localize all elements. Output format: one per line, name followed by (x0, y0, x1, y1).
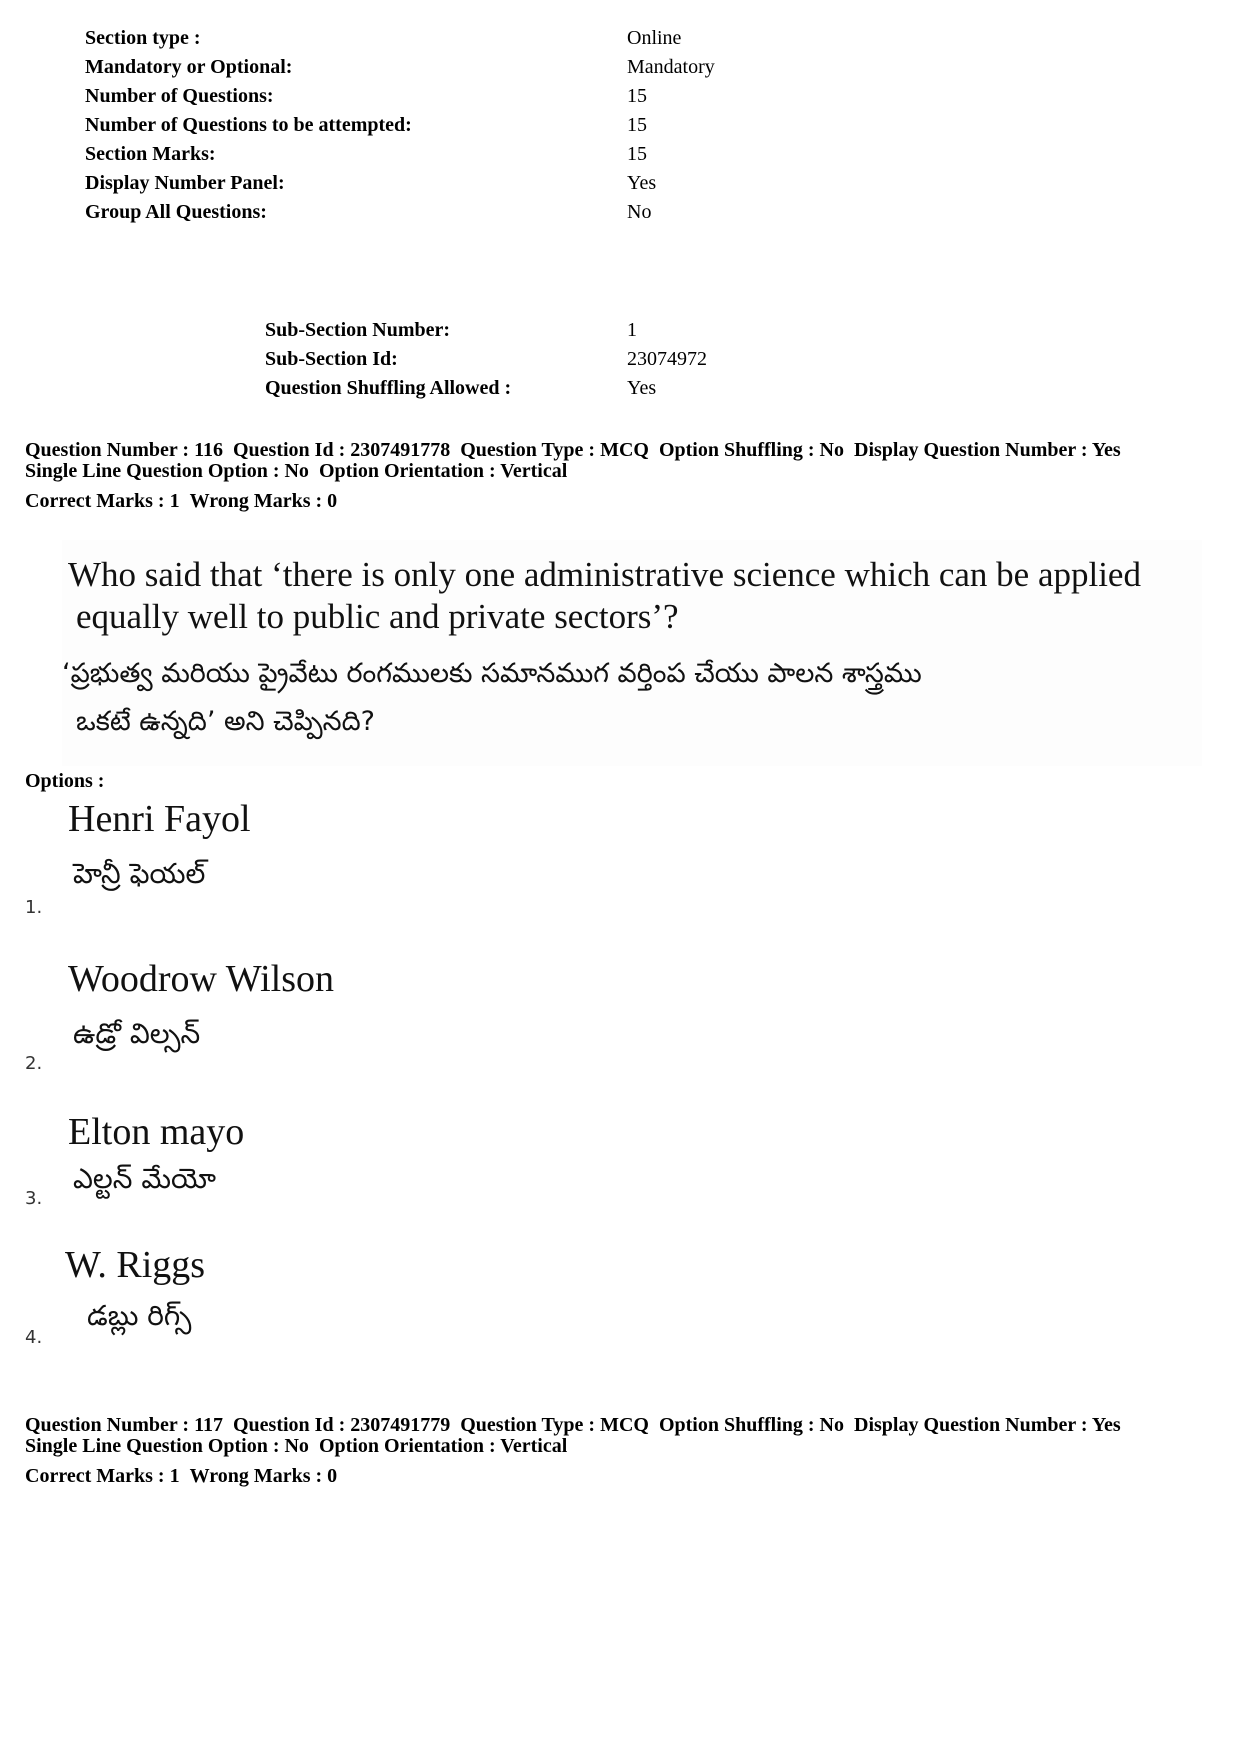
single-line-option: Single Line Question Option : No (25, 460, 309, 482)
question-116-marks (25, 490, 337, 513)
option-orientation: Option Orientation : Vertical (318, 460, 568, 482)
subsection-id-row (265, 345, 707, 374)
display-panel-label: Display Number Panel: (85, 172, 285, 194)
display-question-number: Display Question Number : Yes (854, 1414, 1121, 1436)
option-4 (25, 1243, 425, 1363)
question-text-image (62, 540, 1202, 766)
subsection-number-row (265, 316, 707, 345)
group-questions-label: Group All Questions: (85, 201, 267, 223)
question-116-meta-line-1 (25, 440, 1121, 461)
display-panel-row (85, 169, 715, 198)
section-marks-value: 15 (627, 143, 647, 165)
subsection-id-value: 23074972 (627, 348, 707, 370)
option-3-number: 3. (25, 1188, 43, 1209)
num-questions-row (85, 82, 715, 111)
group-questions-row (85, 198, 715, 227)
question-116-meta-line-2 (25, 461, 1121, 482)
option-4-english: W. Riggs (65, 1244, 206, 1286)
question-117-meta (25, 1415, 1121, 1457)
option-shuffling: Option Shuffling : No (658, 439, 845, 461)
option-3-english: Elton mayo (68, 1111, 245, 1153)
wrong-marks: Wrong Marks : 0 (189, 1465, 338, 1487)
section-type-row (85, 24, 715, 53)
question-type: Question Type : MCQ (460, 439, 649, 461)
option-2-number: 2. (25, 1053, 43, 1074)
question-text-english-line-1: Who said that ‘there is only one administrative science which can be applied (68, 555, 1141, 594)
question-117-meta-line-1 (25, 1415, 1121, 1436)
option-2 (25, 957, 425, 1077)
option-1-telugu: హెన్రీ ఫెయల్ (73, 857, 206, 890)
question-117-marks (25, 1465, 337, 1488)
correct-marks: Correct Marks : 1 (25, 1465, 180, 1487)
shuffling-allowed-label: Question Shuffling Allowed : (265, 377, 512, 399)
mandatory-value: Mandatory (627, 56, 715, 78)
mandatory-label: Mandatory or Optional: (85, 56, 293, 78)
option-1-english: Henri Fayol (68, 798, 251, 840)
question-type: Question Type : MCQ (460, 1414, 649, 1436)
option-1 (25, 797, 425, 917)
subsection-info-table (265, 316, 707, 403)
question-number: Question Number : 116 (25, 439, 223, 461)
num-attempt-row (85, 111, 715, 140)
option-4-number: 4. (25, 1327, 43, 1348)
option-3 (25, 1110, 425, 1230)
correct-marks: Correct Marks : 1 (25, 490, 180, 512)
question-text-english-line-2: equally well to public and private sectors’? (76, 597, 679, 636)
subsection-number-label: Sub-Section Number: (265, 319, 451, 341)
subsection-number-value: 1 (627, 319, 637, 341)
num-attempt-label: Number of Questions to be attempted: (85, 114, 412, 136)
question-text-telugu-line-1: ‘ప్రభుత్వ మరియు ప్రైవేటు రంగములకు సమానముగ వర్తింప చేయు పాలన శాస్త్రము (62, 658, 922, 689)
question-117-meta-line-2 (25, 1436, 1121, 1457)
option-shuffling: Option Shuffling : No (658, 1414, 845, 1436)
option-3-telugu: ఎల్టన్ మేయో (73, 1162, 216, 1195)
option-2-english: Woodrow Wilson (68, 958, 334, 1000)
display-question-number: Display Question Number : Yes (854, 439, 1121, 461)
question-text-telugu-line-2: ఒకటే ఉన్నది’ అని చెప్పినది? (76, 706, 375, 737)
section-type-label: Section type : (85, 27, 201, 49)
single-line-option: Single Line Question Option : No (25, 1435, 309, 1457)
option-2-telugu: ఉడ్రో విల్సన్ (73, 1017, 201, 1050)
shuffling-allowed-row (265, 374, 707, 403)
section-type-value: Online (627, 27, 682, 49)
num-questions-value: 15 (627, 85, 647, 107)
subsection-id-label: Sub-Section Id: (265, 348, 398, 370)
question-id: Question Id : 2307491778 (232, 439, 451, 461)
wrong-marks: Wrong Marks : 0 (189, 490, 338, 512)
option-orientation: Option Orientation : Vertical (318, 1435, 568, 1457)
mandatory-row (85, 53, 715, 82)
section-info-table (85, 24, 715, 227)
question-number: Question Number : 117 (25, 1414, 223, 1436)
shuffling-allowed-value: Yes (627, 377, 657, 399)
option-1-number: 1. (25, 897, 43, 918)
num-attempt-value: 15 (627, 114, 647, 136)
option-4-telugu: డబ్లు రిగ్స్ (87, 1299, 192, 1332)
group-questions-value: No (627, 201, 652, 223)
question-116-meta (25, 440, 1121, 482)
section-marks-label: Section Marks: (85, 143, 216, 165)
display-panel-value: Yes (627, 172, 657, 194)
question-id: Question Id : 2307491779 (232, 1414, 451, 1436)
options-label: Options : (25, 770, 105, 792)
section-marks-row (85, 140, 715, 169)
num-questions-label: Number of Questions: (85, 85, 274, 107)
